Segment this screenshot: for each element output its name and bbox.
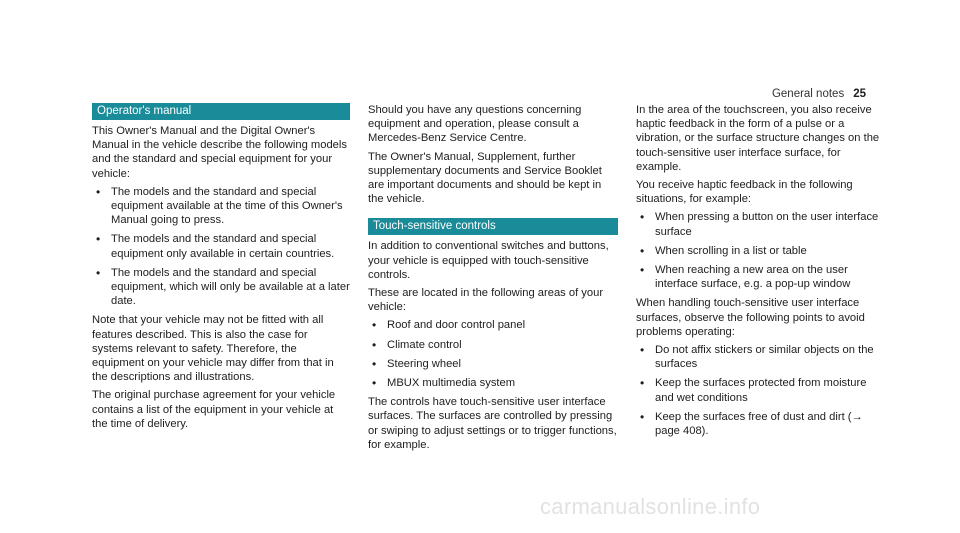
list-item: • Climate control: [368, 338, 618, 352]
paragraph: These are located in the following areas of your vehicle:: [368, 287, 604, 314]
paragraph: In addition to conventional switches and buttons, your vehicle is equipped with touch-sensitive controls.: [368, 240, 609, 281]
bullet-list: [636, 343, 884, 438]
list-item: • When reaching a new area on the user interface surface, e.g. a pop-up window: [636, 263, 884, 291]
list-item: • Steering wheel: [368, 357, 618, 371]
paragraph: The controls have touch-sensitive user interface surfaces. The surfaces are controlled by pressing or swiping to adjust settings or to trigger functions, for example.: [368, 396, 617, 451]
list-item: • Roof and door control panel: [368, 318, 618, 332]
watermark: carmanualsonline.info: [540, 494, 761, 519]
list-item: • When pressing a button on the user interface surface: [636, 210, 884, 238]
list-item: • The models and the standard and special equipment available at the time of this Owner's Manual going to press.: [92, 185, 350, 228]
bullet-list: [92, 185, 350, 309]
list-item: • The models and the standard and special equipment only available in certain countries.: [92, 232, 350, 260]
list-item: • Keep the surfaces protected from moisture and wet conditions: [636, 376, 884, 404]
paragraph: This Owner's Manual and the Digital Owner's Manual in the vehicle describe the following models and the standard and special equipment for your vehicle:: [92, 125, 347, 180]
paragraph: The Owner's Manual, Supplement, further supplementary documents and Service Booklet are important documents and should be kept in the vehicle.: [368, 150, 602, 206]
page-number: 25: [853, 88, 866, 100]
section-title: General notes: [771, 88, 845, 100]
list-item: • Do not affix stickers or similar objects on the surfaces: [636, 343, 884, 371]
bullet-list: [368, 318, 618, 390]
paragraph: In the area of the touchscreen, you also receive haptic feedback in the form of a pulse or a vibration, or the surface structure changes on the touch-sensitive user interface surface, for example.: [636, 104, 880, 173]
list-item: • When scrolling in a list or table: [636, 244, 884, 258]
list-item: • Keep the surfaces free of dust and dirt (→ page 408).: [636, 410, 884, 438]
paragraph: Note that your vehicle may not be fitted with all features described. This is also the case for systems relevant to safety. Therefore, the equipment on your vehicle may differ from that in the descriptions and illustrations.: [92, 314, 334, 384]
paragraph: When handling touch-sensitive user interface surfaces, observe the following points to avoid problems operating:: [636, 297, 865, 338]
list-item: • The models and the standard and special equipment, which will only be available at a later date.: [92, 266, 350, 309]
column-middle: [368, 103, 618, 456]
paragraph: You receive haptic feedback in the following situations, for example:: [636, 179, 853, 206]
page-header: [772, 87, 866, 101]
list-item: • MBUX multimedia system: [368, 376, 618, 390]
column-right: [636, 103, 884, 443]
paragraph: The original purchase agreement for your vehicle contains a list of the equipment in your vehicle at the time of delivery.: [92, 389, 336, 430]
section-heading-touch-controls: Touch-sensitive controls: [368, 218, 618, 235]
section-heading-operators-manual: Operator's manual: [92, 103, 350, 120]
paragraph: Should you have any questions concerning equipment and operation, please consult a Mercedes-Benz Service Centre.: [368, 104, 582, 145]
column-left: [92, 103, 350, 435]
bullet-list: [636, 210, 884, 291]
